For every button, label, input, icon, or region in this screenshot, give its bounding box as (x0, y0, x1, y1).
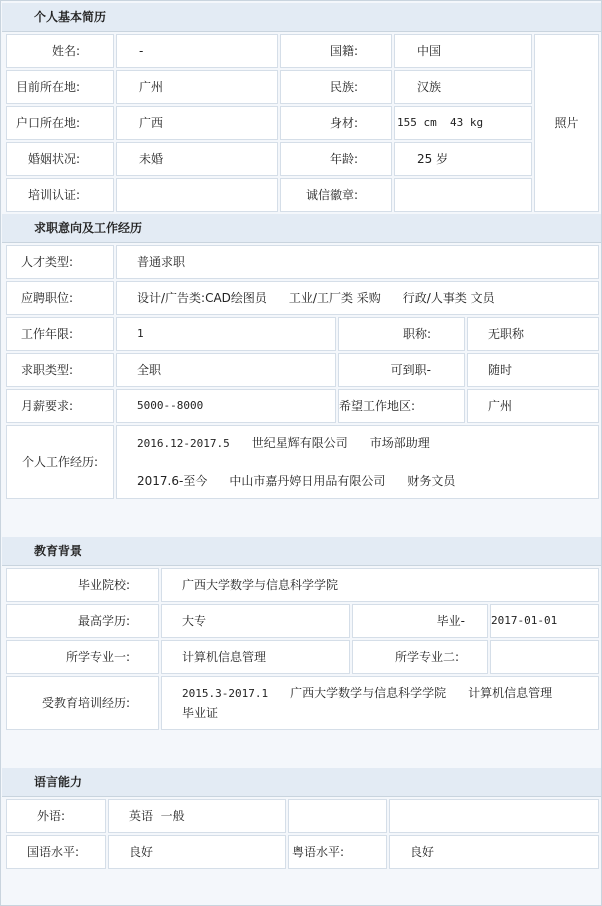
position-label: 应聘职位: (6, 281, 114, 315)
section-title: 个人基本简历 (34, 10, 107, 24)
job-type-label: 求职类型: (6, 353, 114, 387)
job-type-value: 全职 (116, 353, 336, 387)
section-title: 求职意向及工作经历 (34, 221, 143, 235)
location-value: 广州 (116, 70, 278, 104)
stature-label: 身材: (280, 106, 392, 140)
marital-label: 婚姻状况: (6, 142, 114, 176)
experience-period: 2017.6-至今 (137, 473, 208, 488)
section-title: 语言能力 (34, 775, 83, 789)
position-item: 工业/工厂类 采购 (288, 290, 381, 305)
section-title: 教育背景 (34, 544, 83, 558)
training-period: 2015.3-2017.1 (182, 686, 269, 700)
credit-value (394, 178, 532, 212)
hukou-value: 广西 (116, 106, 278, 140)
age-value: 25 岁 (394, 142, 532, 176)
photo-placeholder: 照片 (534, 34, 599, 212)
years-label: 工作年限: (6, 317, 114, 351)
section-header-education (2, 537, 601, 566)
ethnicity-label: 民族: (280, 70, 392, 104)
ethnicity-value: 汉族 (394, 70, 532, 104)
age-label: 年龄: (280, 142, 392, 176)
experience-company: 世纪星辉有限公司 (251, 436, 348, 450)
empty-cell (288, 799, 387, 833)
experience-period: 2016.12-2017.5 (137, 437, 230, 450)
location-label: 目前所在地: (6, 70, 114, 104)
positions-cell (116, 281, 599, 315)
section-header-job (2, 214, 601, 243)
degree-value: 大专 (161, 604, 350, 638)
training-label: 受教育培训经历: (6, 676, 159, 730)
name-label: 姓名: (6, 34, 114, 68)
major1-label: 所学专业一: (6, 640, 159, 674)
major1-value: 计算机信息管理 (161, 640, 350, 674)
name-value: - (116, 34, 278, 68)
section-header-basic (2, 3, 601, 32)
experience-label: 个人工作经历: (6, 425, 114, 499)
experience-cell (116, 425, 599, 499)
region-label: 希望工作地区: (338, 389, 465, 423)
experience-role: 市场部助理 (369, 436, 430, 450)
training-cert: 毕业证 (182, 706, 219, 720)
grad-value: 2017-01-01 (490, 604, 599, 638)
empty-cell (389, 799, 599, 833)
stature-value: 155 cm 43 kg (394, 106, 532, 140)
title-label: 职称: (338, 317, 465, 351)
marital-value: 未婚 (116, 142, 278, 176)
salary-label: 月薪要求: (6, 389, 114, 423)
experience-company: 中山市嘉丹婷日用品有限公司 (229, 473, 386, 488)
available-value: 随时 (467, 353, 599, 387)
credit-label: 诚信徽章: (280, 178, 392, 212)
experience-role: 财务文员 (407, 473, 456, 488)
hukou-label: 户口所在地: (6, 106, 114, 140)
region-value: 广州 (467, 389, 599, 423)
training-major: 计算机信息管理 (468, 685, 553, 700)
available-label: 可到职- (338, 353, 465, 387)
mandarin-value: 良好 (108, 835, 286, 869)
foreign-value: 英语 一般 (108, 799, 286, 833)
salary-value: 5000--8000 (116, 389, 336, 423)
cantonese-label: 粤语水平: (288, 835, 387, 869)
experience-entry (137, 474, 477, 488)
training-school: 广西大学数学与信息科学学院 (290, 685, 447, 700)
grad-label: 毕业- (352, 604, 488, 638)
foreign-label: 外语: (6, 799, 106, 833)
degree-label: 最高学历: (6, 604, 159, 638)
cantonese-value: 良好 (389, 835, 599, 869)
major2-label: 所学专业二: (352, 640, 488, 674)
training-cell (161, 676, 599, 730)
mandarin-label: 国语水平: (6, 835, 106, 869)
training-line (182, 686, 552, 700)
years-value: 1 (116, 317, 336, 351)
nationality-value: 中国 (394, 34, 532, 68)
experience-entry (137, 436, 452, 450)
talent-type-value: 普通求职 (116, 245, 599, 279)
talent-type-label: 人才类型: (6, 245, 114, 279)
school-label: 毕业院校: (6, 568, 159, 602)
school-value: 广西大学数学与信息科学学院 (161, 568, 599, 602)
position-item: 设计/广告类:CAD绘图员 (137, 290, 267, 305)
section-header-language (2, 768, 601, 797)
nationality-label: 国籍: (280, 34, 392, 68)
title-value: 无职称 (467, 317, 599, 351)
position-item: 行政/人事类 文员 (402, 290, 495, 305)
major2-value (490, 640, 599, 674)
cert-label: 培训认证: (6, 178, 114, 212)
cert-value (116, 178, 278, 212)
